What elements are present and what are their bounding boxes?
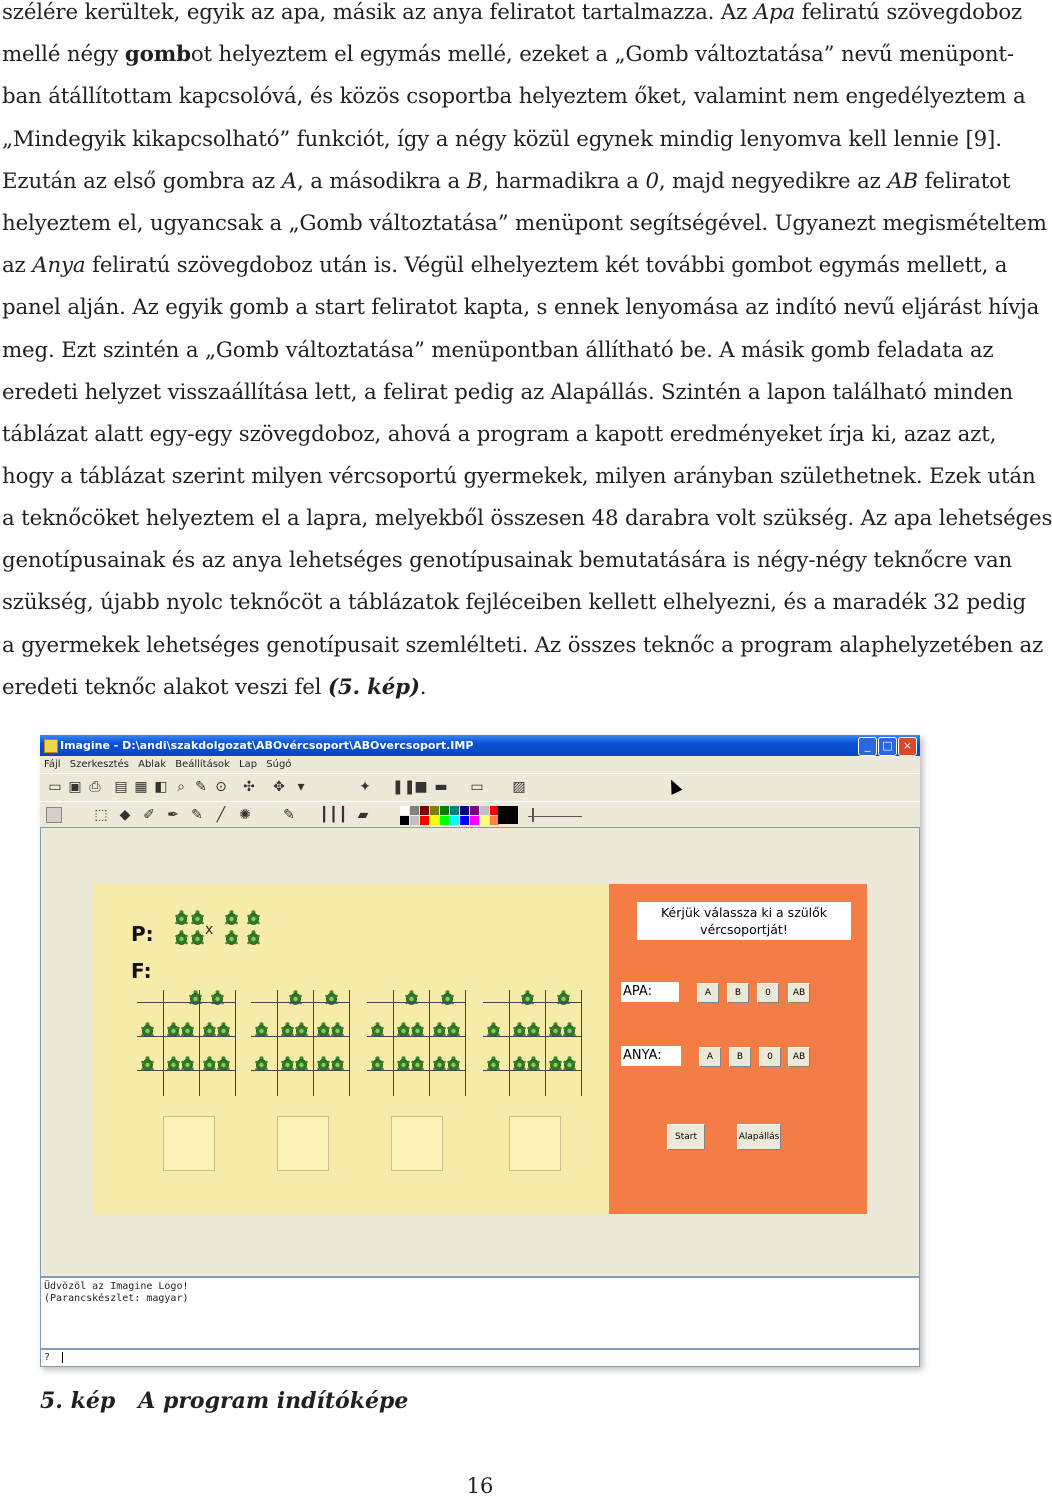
grid-line bbox=[483, 1002, 581, 1003]
open-icon[interactable]: ▭ bbox=[48, 779, 62, 795]
drawing-area[interactable] bbox=[40, 827, 920, 1277]
pencil-icon[interactable]: ✐ bbox=[143, 807, 155, 823]
new-page-icon[interactable]: ▤ bbox=[114, 779, 128, 795]
width-slider-thumb[interactable] bbox=[532, 808, 534, 822]
turtle-icon[interactable] bbox=[247, 910, 260, 925]
spray-icon[interactable]: ✺ bbox=[239, 807, 251, 823]
menu-file[interactable]: Fájl bbox=[44, 759, 61, 770]
step-icon[interactable]: ▬ bbox=[434, 779, 448, 795]
command-prompt: ? bbox=[44, 1352, 51, 1363]
turtle-icon[interactable]: ✣ bbox=[243, 779, 255, 795]
palette-color-swatch[interactable] bbox=[430, 816, 439, 825]
result-box-1[interactable] bbox=[163, 1116, 215, 1171]
reset-button[interactable]: Alapállás bbox=[737, 1124, 781, 1150]
menu-window[interactable]: Ablak bbox=[138, 759, 166, 770]
grid-line bbox=[367, 1002, 465, 1003]
toolbar-draw bbox=[40, 801, 920, 830]
turtle-icon[interactable] bbox=[181, 1056, 194, 1071]
grid-line bbox=[509, 990, 510, 1096]
apa-button-0[interactable]: 0 bbox=[757, 983, 779, 1003]
grid-line bbox=[137, 1002, 235, 1003]
menu-bar bbox=[40, 756, 920, 773]
yellow-panel bbox=[93, 884, 609, 1214]
turtle-icon[interactable] bbox=[217, 1022, 230, 1037]
copy-icon[interactable]: ▦ bbox=[134, 779, 148, 795]
turtle-icon[interactable] bbox=[225, 930, 238, 945]
dropdown-icon[interactable]: ▾ bbox=[297, 779, 305, 795]
menu-edit[interactable]: Szerkesztés bbox=[69, 759, 129, 770]
grid-line bbox=[251, 1002, 349, 1003]
settings-icon[interactable]: ✦ bbox=[359, 779, 371, 795]
palette-color-swatch[interactable] bbox=[480, 806, 489, 815]
move-icon[interactable]: ✥ bbox=[273, 779, 285, 795]
palette-color-swatch[interactable] bbox=[450, 806, 459, 815]
turtle-icon[interactable] bbox=[433, 1022, 446, 1037]
palette-color-swatch[interactable] bbox=[410, 806, 419, 815]
turtle-icon[interactable] bbox=[527, 1056, 540, 1071]
paragraph-line: ban átállítottam kapcsolóvá, és közös csoportba helyeztem őket, valamint nem engedélyeztem a bbox=[2, 84, 1026, 109]
paragraph-line: az Anya feliratú szövegdoboz után is. Végül elhelyeztem két további gombot egymás mellett, a bbox=[2, 253, 1008, 278]
turtle-icon[interactable] bbox=[487, 1056, 500, 1071]
turtle-icon[interactable] bbox=[255, 1022, 268, 1037]
turtle-icon[interactable] bbox=[433, 1056, 446, 1071]
turtle-icon[interactable] bbox=[175, 910, 188, 925]
turtle-icon[interactable] bbox=[141, 1022, 154, 1037]
paragraph-line: genotípusainak és az anya lehetséges genotípusainak bemutatására is négy-négy teknőcre van bbox=[2, 548, 1013, 573]
window-titlebar bbox=[40, 735, 920, 756]
apa-label: APA: bbox=[621, 982, 679, 1002]
grid-line bbox=[235, 990, 236, 1096]
turtle-icon[interactable] bbox=[167, 1056, 180, 1071]
maximize-button[interactable]: □ bbox=[878, 737, 897, 756]
palette-color-swatch[interactable] bbox=[400, 806, 409, 815]
paragraph-line: mellé négy gombot helyeztem el egymás mellé, ezeket a „Gomb változtatása” nevű menüpont- bbox=[2, 42, 1014, 67]
paragraph-line: helyeztem el, ugyancsak a „Gomb változtatása” menüpont segítségével. Ugyanezt megismételtem bbox=[2, 211, 1047, 236]
paragraph-line: Ezután az első gombra az A, a másodikra a B, harmadikra a 0, majd negyedikre az AB feliratot bbox=[2, 169, 1011, 194]
turtle-icon[interactable] bbox=[317, 1056, 330, 1071]
menu-settings[interactable]: Beállítások bbox=[175, 759, 230, 770]
menu-help[interactable]: Súgó bbox=[266, 759, 292, 770]
palette-color-swatch[interactable] bbox=[450, 816, 459, 825]
anya-button-a[interactable]: A bbox=[699, 1047, 721, 1067]
grid-line bbox=[367, 1036, 465, 1037]
turtle-icon[interactable] bbox=[203, 1056, 216, 1071]
palette-color-swatch[interactable] bbox=[460, 816, 469, 825]
print-icon[interactable]: ⎙ bbox=[89, 779, 101, 795]
pen-icon[interactable]: ✒ bbox=[167, 807, 179, 823]
grid-line bbox=[545, 990, 546, 1096]
grid-line bbox=[483, 1070, 581, 1071]
anya-button-0[interactable]: 0 bbox=[759, 1047, 781, 1067]
turtle-icon[interactable] bbox=[447, 1056, 460, 1071]
text-tool-icon[interactable]: ✎ bbox=[283, 807, 295, 823]
palette-color-swatch[interactable] bbox=[470, 816, 479, 825]
color-picker-icon[interactable] bbox=[46, 807, 62, 823]
menu-page[interactable]: Lap bbox=[239, 759, 258, 770]
turtle-icon[interactable] bbox=[513, 1056, 526, 1071]
turtle-icon[interactable] bbox=[191, 930, 204, 945]
turtle-icon[interactable] bbox=[371, 1022, 384, 1037]
orange-control-panel bbox=[609, 884, 867, 1214]
turtle-icon[interactable] bbox=[317, 1022, 330, 1037]
anya-button-b[interactable]: B bbox=[729, 1047, 751, 1067]
paragraph-line: a teknőcöket helyeztem el a lapra, melyekből összesen 48 darabra volt szükség. Az apa lehetséges bbox=[2, 506, 1052, 531]
turtle-icon[interactable] bbox=[397, 1022, 410, 1037]
grid-line bbox=[429, 990, 430, 1096]
turtle-icon[interactable] bbox=[331, 1056, 344, 1071]
paragraph-line: panel alján. Az egyik gomb a start feliratot kapta, s ennek lenyomása az indító nevű eljárást hívja bbox=[2, 295, 1040, 320]
anya-button-ab[interactable]: AB bbox=[788, 1047, 810, 1067]
grid-line bbox=[313, 990, 314, 1096]
turtle-icon[interactable] bbox=[563, 1056, 576, 1071]
turtle-icon[interactable] bbox=[191, 910, 204, 925]
grid-line bbox=[483, 1036, 581, 1037]
palette-color-swatch[interactable] bbox=[440, 806, 449, 815]
figure-caption: 5. kép A program indítóképe bbox=[40, 1388, 409, 1414]
window-icon[interactable]: ▭ bbox=[470, 779, 484, 795]
turtle-icon[interactable] bbox=[411, 1022, 424, 1037]
turtle-icon[interactable] bbox=[217, 1056, 230, 1071]
turtle-icon[interactable] bbox=[281, 1022, 294, 1037]
grid-line bbox=[137, 1036, 235, 1037]
program-screenshot bbox=[40, 735, 920, 1367]
console-line: (Parancskészlet: magyar) bbox=[44, 1293, 189, 1304]
turtle-icon[interactable] bbox=[247, 930, 260, 945]
turtle-icon[interactable] bbox=[527, 1022, 540, 1037]
turtle-icon[interactable] bbox=[411, 1056, 424, 1071]
grid-line bbox=[137, 1070, 235, 1071]
turtle-icon[interactable] bbox=[255, 1056, 268, 1071]
turtle-icon[interactable] bbox=[203, 1022, 216, 1037]
palette-color-swatch[interactable] bbox=[420, 806, 429, 815]
palette-color-swatch[interactable] bbox=[400, 816, 409, 825]
apa-button-a[interactable]: A bbox=[697, 983, 719, 1003]
prompt-text: Kérjük válassza ki a szülők vércsoportját! bbox=[637, 902, 851, 940]
turtle-icon[interactable] bbox=[487, 1022, 500, 1037]
line-width-icon[interactable]: ┃┃┃ bbox=[320, 807, 349, 823]
grid-line bbox=[581, 990, 582, 1096]
turtle-icon[interactable] bbox=[331, 1022, 344, 1037]
paragraph-line: hogy a táblázat szerint milyen vércsoportú gyermekek, milyen arányban születhetnek. Ezek után bbox=[2, 464, 1036, 489]
paragraph-line: szükség, újabb nyolc teknőcöt a táblázatok fejléceiben kellett elhelyezni, és a maradék 32 pedig bbox=[2, 590, 1027, 615]
turtle-icon[interactable] bbox=[295, 1022, 308, 1037]
toolbar-main bbox=[40, 773, 920, 802]
zoom-icon[interactable]: ⊙ bbox=[215, 779, 227, 795]
turtle-icon[interactable] bbox=[141, 1056, 154, 1071]
grid-line bbox=[251, 1070, 349, 1071]
turtle-icon[interactable] bbox=[371, 1056, 384, 1071]
paragraph-line: meg. Ezt szintén a „Gomb változtatása” menüpontban állítható be. A másik gomb feladata az bbox=[2, 338, 994, 363]
palette-color-swatch[interactable] bbox=[410, 816, 419, 825]
text-cursor bbox=[62, 1352, 63, 1363]
console-line: Üdvözöl az Imagine Logo! bbox=[44, 1281, 189, 1292]
pen-width-icon[interactable]: ▰ bbox=[357, 807, 369, 823]
pause-icon[interactable]: ❚❚ bbox=[392, 779, 416, 795]
save-icon[interactable]: ▣ bbox=[68, 779, 82, 795]
window-title: Imagine - D:\andi\szakdolgozat\ABOvércsoport\ABOvercsoport.IMP bbox=[60, 739, 474, 752]
turtle-icon[interactable] bbox=[397, 1056, 410, 1071]
command-line[interactable] bbox=[40, 1349, 920, 1367]
turtle-icon[interactable] bbox=[549, 1022, 562, 1037]
paragraph-line: eredeti teknőc alakot veszi fel (5. kép). bbox=[2, 675, 427, 700]
paint-icon[interactable]: ◧ bbox=[154, 779, 168, 795]
grid-line bbox=[251, 1036, 349, 1037]
fill-icon[interactable]: ◆ bbox=[119, 807, 131, 823]
paragraph-line: táblázat alatt egy-egy szövegdoboz, ahová a program a kapott eredményeket írja ki, azaz azt, bbox=[2, 422, 997, 447]
width-slider-track[interactable] bbox=[528, 816, 582, 817]
paragraph-line: a gyermekek lehetséges genotípusait szemlélteti. Az összes teknőc a program alaphelyzetében az bbox=[2, 633, 1044, 658]
turtle-icon[interactable] bbox=[167, 1022, 180, 1037]
grid-line bbox=[465, 990, 466, 1096]
stop-icon[interactable]: ■ bbox=[414, 779, 428, 795]
parent-label: P: bbox=[131, 922, 154, 946]
turtle-icon[interactable] bbox=[563, 1022, 576, 1037]
palette-color-swatch[interactable] bbox=[480, 816, 489, 825]
turtle-icon[interactable] bbox=[175, 930, 188, 945]
turtle-icon[interactable] bbox=[513, 1022, 526, 1037]
turtle-icon[interactable] bbox=[447, 1022, 460, 1037]
paragraph-line: „Mindegyik kikapcsolható” funkciót, így a négy közül egynek mindig lenyomva kell lennie [9]. bbox=[2, 127, 1002, 152]
select-icon[interactable]: ⬚ bbox=[94, 807, 108, 823]
result-box-4[interactable] bbox=[509, 1116, 561, 1171]
current-color-swatch bbox=[498, 806, 518, 824]
apa-button-b[interactable]: B bbox=[727, 983, 749, 1003]
grid-line bbox=[393, 990, 394, 1096]
palette-color-swatch[interactable] bbox=[430, 806, 439, 815]
start-button[interactable]: Start bbox=[667, 1124, 705, 1150]
paragraph-line: szélére kerültek, egyik az apa, másik az anya feliratot tartalmazza. Az Apa feliratú szövegdoboz bbox=[2, 0, 1023, 25]
picture-icon[interactable]: ▨ bbox=[512, 779, 526, 795]
turtle-icon[interactable] bbox=[181, 1022, 194, 1037]
minimize-button[interactable]: _ bbox=[858, 737, 877, 756]
apa-button-ab[interactable]: AB bbox=[788, 983, 810, 1003]
result-box-3[interactable] bbox=[391, 1116, 443, 1171]
grid-line bbox=[199, 990, 200, 1096]
app-icon bbox=[44, 739, 58, 753]
grid-line bbox=[163, 990, 164, 1096]
close-button[interactable]: × bbox=[898, 737, 917, 756]
output-console bbox=[40, 1277, 920, 1349]
palette-color-swatch[interactable] bbox=[460, 806, 469, 815]
grid-line bbox=[349, 990, 350, 1096]
brush-icon[interactable]: ✎ bbox=[195, 779, 207, 795]
grid-line bbox=[367, 1070, 465, 1071]
turtle-icon[interactable] bbox=[281, 1056, 294, 1071]
turtle-icon[interactable] bbox=[295, 1056, 308, 1071]
paragraph-line: eredeti helyzet visszaállítása lett, a felirat pedig az Alapállás. Szintén a lapon található minden bbox=[2, 380, 1013, 405]
offspring-label: F: bbox=[131, 959, 152, 983]
grid-line bbox=[277, 990, 278, 1096]
anya-label: ANYA: bbox=[621, 1046, 681, 1066]
palette-color-swatch[interactable] bbox=[420, 816, 429, 825]
turtle-icon[interactable] bbox=[225, 910, 238, 925]
turtle-icon[interactable] bbox=[549, 1056, 562, 1071]
result-box-2[interactable] bbox=[277, 1116, 329, 1171]
page-number: 16 bbox=[466, 1474, 494, 1498]
palette-color-swatch[interactable] bbox=[470, 806, 479, 815]
eraser-icon[interactable]: ✎ bbox=[191, 807, 203, 823]
search-icon[interactable]: ⌕ bbox=[177, 779, 185, 795]
cross-sign: x bbox=[205, 922, 214, 938]
palette-color-swatch[interactable] bbox=[440, 816, 449, 825]
line-icon[interactable]: ╱ bbox=[216, 807, 226, 823]
